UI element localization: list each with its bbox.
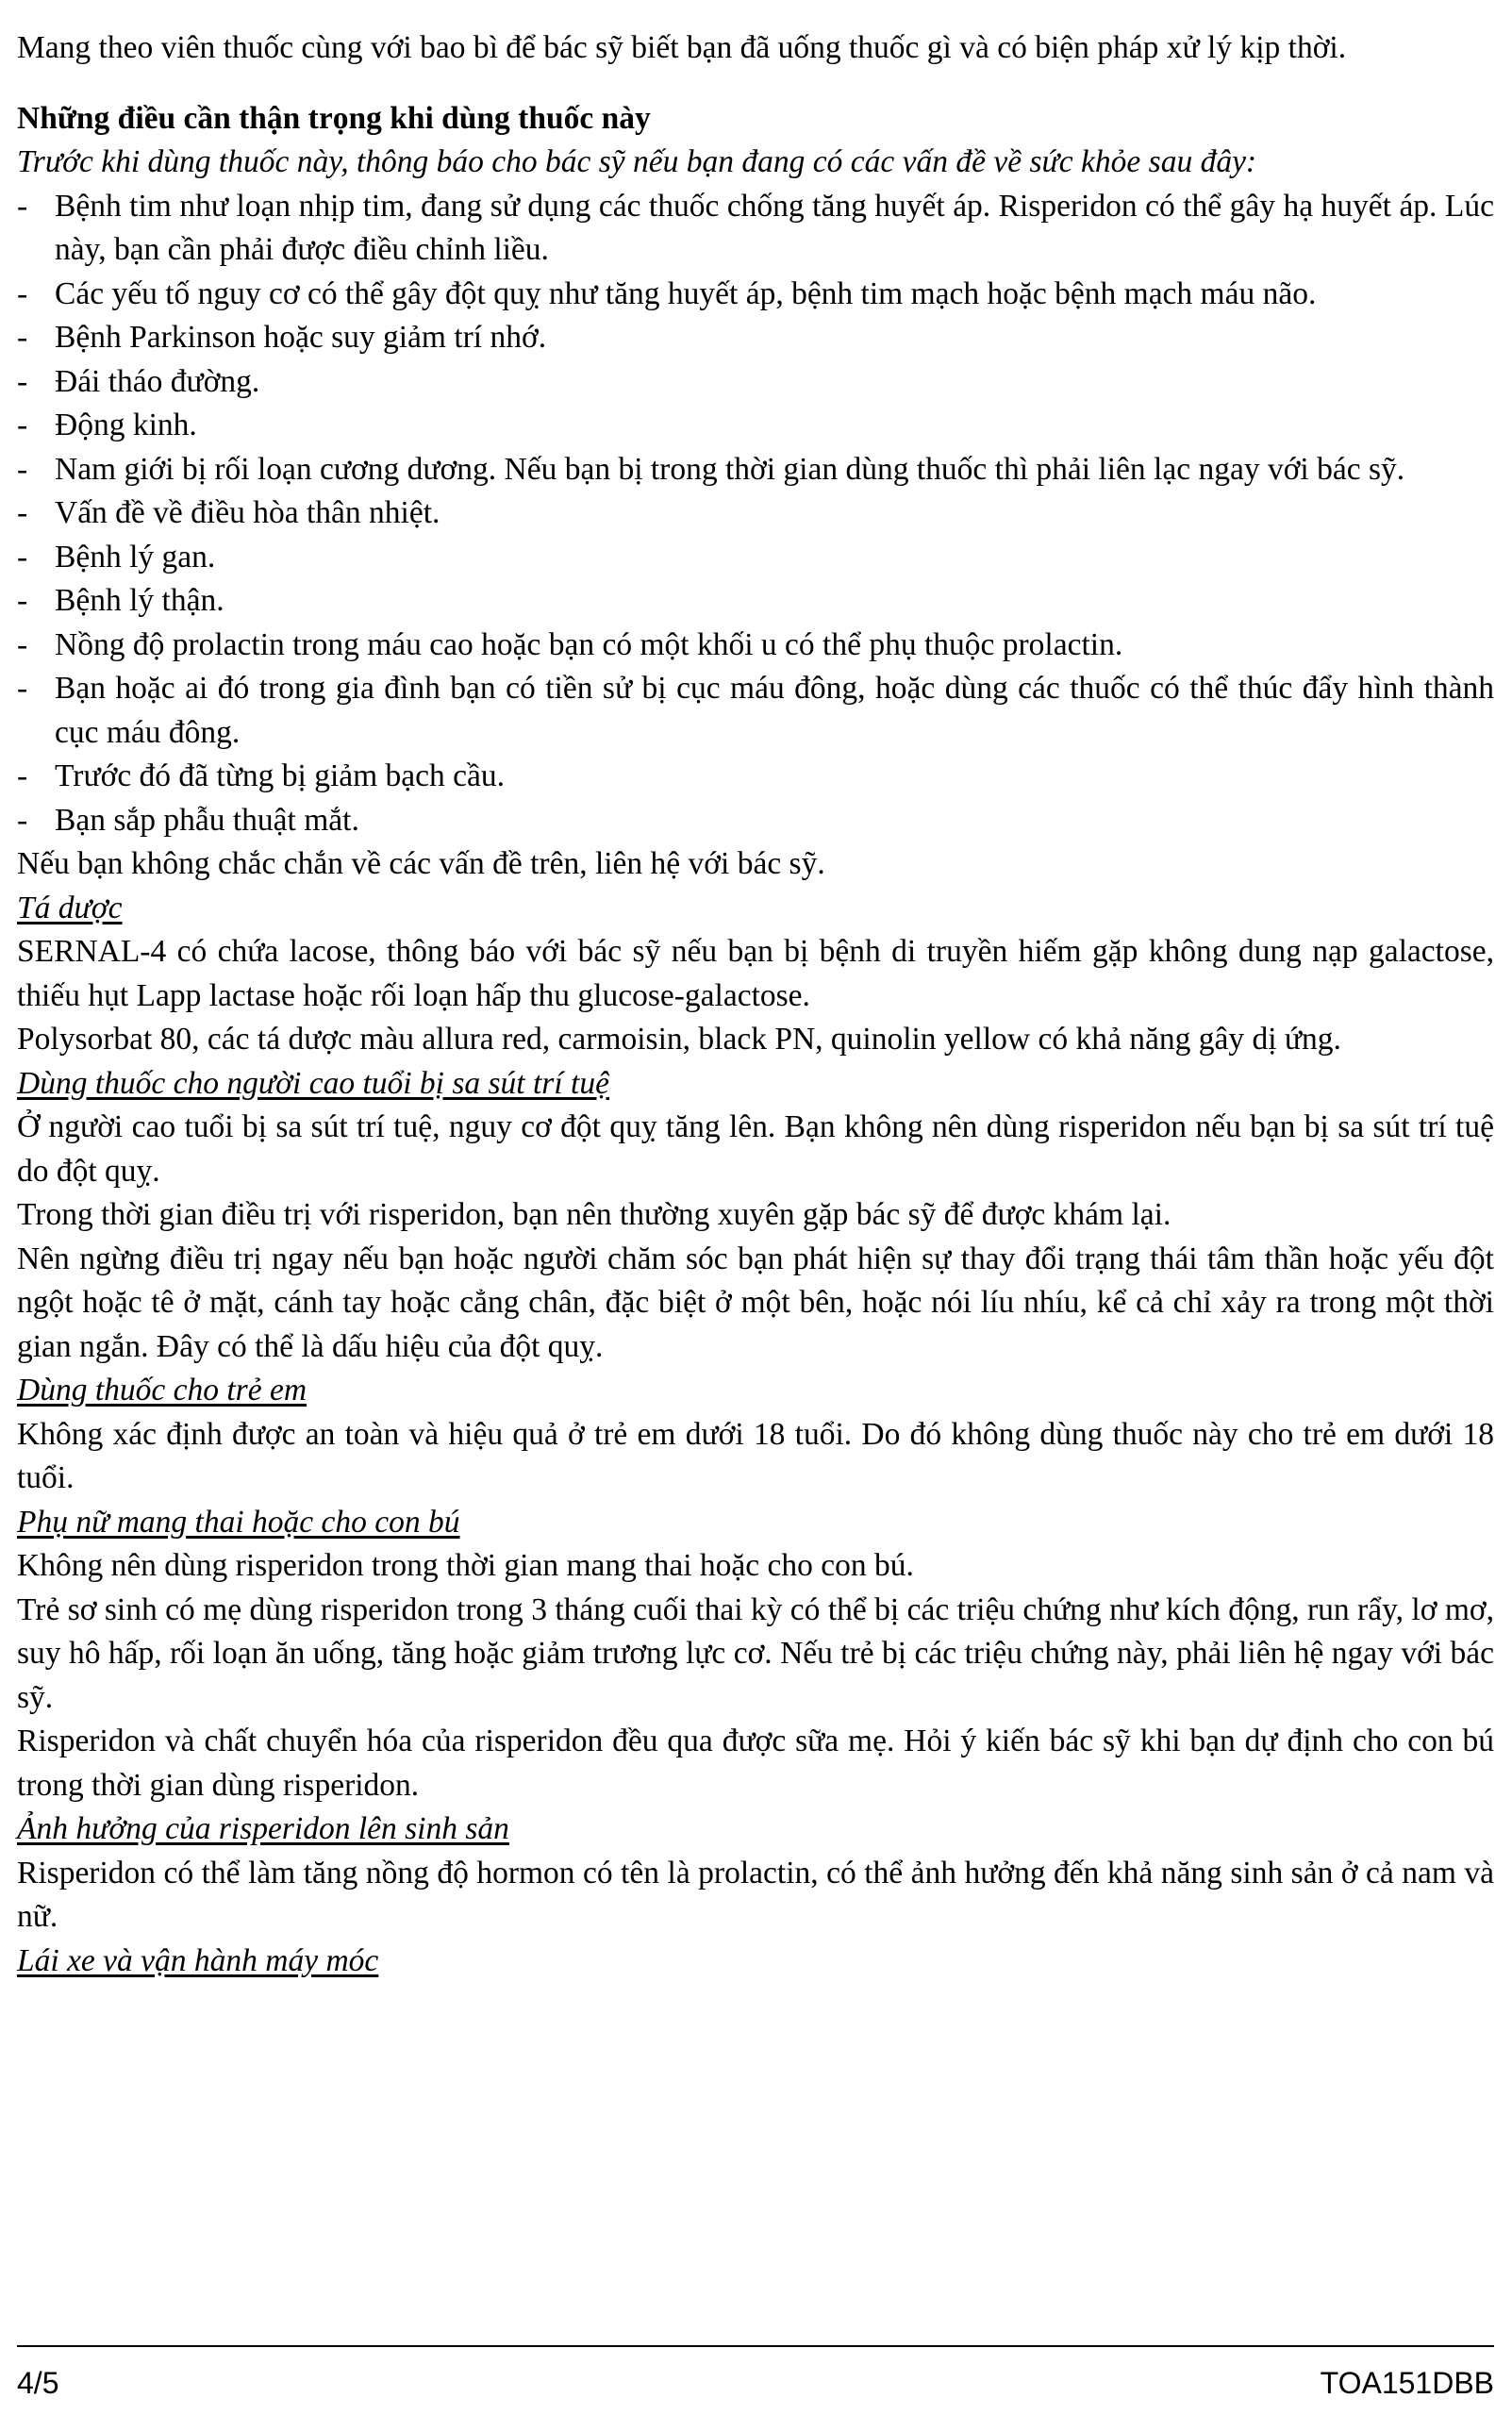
fertility-subheading: Ảnh hưởng của risperidon lên sinh sản [17,1811,509,1846]
list-item: - Bệnh Parkinson hoặc suy giảm trí nhớ. [17,320,547,355]
pregnancy-paragraph: Không nên dùng risperidon trong thời gian mang thai hoặc cho con bú. [17,1548,914,1583]
list-item: - Bạn sắp phẫu thuật mắt. [17,802,359,838]
precautions-closing: Nếu bạn không chắc chắn về các vấn đề trên, liên hệ với bác sỹ. [17,846,825,881]
list-item: - Bệnh lý gan. [17,539,216,575]
list-item: - Các yếu tố nguy cơ có thể gây đột quỵ như tăng huyết áp, bệnh tim mạch hoặc bệnh mạch máu não. [17,275,1317,311]
precautions-heading: Những điều cần thận trọng khi dùng thuốc này [17,100,651,136]
elderly-paragraph: Ở người cao tuổi bị sa sút trí tuệ, nguy cơ đột quỵ tăng lên. Bạn không nên dùng risperidon nếu bạn bị sa sút trí tuệ do đột quỵ. [17,1109,1494,1189]
excipients-paragraph: SERNAL-4 có chứa lacose, thông báo với bác sỹ nếu bạn bị bệnh di truyền hiếm gặp không dung nạp galactose, thiếu hụt Lapp lactase hoặc rối loạn hấp thu glucose-galactose. [17,934,1494,1013]
elderly-paragraph: Nên ngừng điều trị ngay nếu bạn hoặc người chăm sóc bạn phát hiện sự thay đổi trạng thái tâm thần hoặc yếu đột ngột hoặc tê ở mặt, cánh tay hoặc cẳng chân, đặc biệt ở một bên, hoặc nói líu nhíu, kể cả chỉ xảy ra trong một thời gian ngắn. Đây có thể là dấu hiệu của đột quỵ. [17,1241,1494,1364]
list-item: - Bệnh tim như loạn nhịp tim, đang sử dụng các thuốc chống tăng huyết áp. Risperidon có thể gây hạ huyết áp. Lúc này, bạn cần phải được điều chỉnh liều. [17,188,1494,267]
excipients-subheading: Tá dược [17,890,123,925]
list-item: - Đái tháo đường. [17,363,260,399]
pregnancy-paragraph: Risperidon và chất chuyển hóa của risperidon đều qua được sữa mẹ. Hỏi ý kiến bác sỹ khi bạn dự định cho con bú trong thời gian dùng risperidon. [17,1724,1494,1803]
list-item: - Bệnh lý thận. [17,583,224,618]
list-item: - Động kinh. [17,408,197,442]
driving-subheading: Lái xe và vận hành máy móc [17,1942,379,1978]
opening-paragraph: Mang theo viên thuốc cùng với bao bì để bác sỹ biết bạn đã uống thuốc gì và có biện pháp xử lý kịp thời. [17,30,1347,65]
pregnancy-paragraph: Trẻ sơ sinh có mẹ dùng risperidon trong 3 tháng cuối thai kỳ có thể bị các triệu chứng như kích động, run rẩy, lơ mơ, suy hô hấp, rối loạn ăn uống, tăng hoặc giảm trương lực cơ. Nếu trẻ bị các triệu chứng này, phải liên hệ ngay với bác sỹ. [17,1591,1494,1715]
page-number: 4/5 [17,2366,59,2400]
list-item: - Trước đó đã từng bị giảm bạch cầu. [17,758,506,793]
excipients-paragraph: Polysorbat 80, các tá dược màu allura red, carmoisin, black PN, quinolin yellow có khả năng gây dị ứng. [17,1022,1341,1057]
elderly-paragraph: Trong thời gian điều trị với risperidon, bạn nên thường xuyên gặp bác sỹ để được khám lại. [17,1197,1171,1232]
precautions-intro: Trước khi dùng thuốc này, thông báo cho bác sỹ nếu bạn đang có các vấn đề về sức khỏe sau đây: [17,144,1257,179]
children-paragraph: Không xác định được an toàn và hiệu quả ở trẻ em dưới 18 tuổi. Do đó không dùng thuốc này cho trẻ em dưới 18 tuổi. [17,1416,1494,1495]
children-subheading: Dùng thuốc cho trẻ em [17,1373,307,1407]
list-item: - Bạn hoặc ai đó trong gia đình bạn có tiền sử bị cục máu đông, hoặc dùng các thuốc có thể thúc đẩy hình thành cục máu đông. [17,671,1494,750]
pregnancy-subheading: Phụ nữ mang thai hoặc cho con bú [17,1504,460,1540]
list-item: - Vấn đề về điều hòa thân nhiệt. [17,495,440,530]
list-item: - Nam giới bị rối loạn cương dương. Nếu bạn bị trong thời gian dùng thuốc thì phải liên lạc ngay với bác sỹ. [17,451,1405,487]
document-body [17,26,1494,1983]
fertility-paragraph: Risperidon có thể làm tăng nồng độ hormon có tên là prolactin, có thể ảnh hưởng đến khả năng sinh sản ở cả nam và nữ. [17,1855,1494,1934]
elderly-subheading: Dùng thuốc cho người cao tuổi bị sa sút trí tuệ [17,1065,609,1101]
footer-divider [17,2345,1494,2347]
list-item: - Nồng độ prolactin trong máu cao hoặc bạn có một khối u có thể phụ thuộc prolactin. [17,626,1123,662]
precautions-list [17,185,1494,843]
document-code: TOA151DBB [1320,2366,1494,2400]
